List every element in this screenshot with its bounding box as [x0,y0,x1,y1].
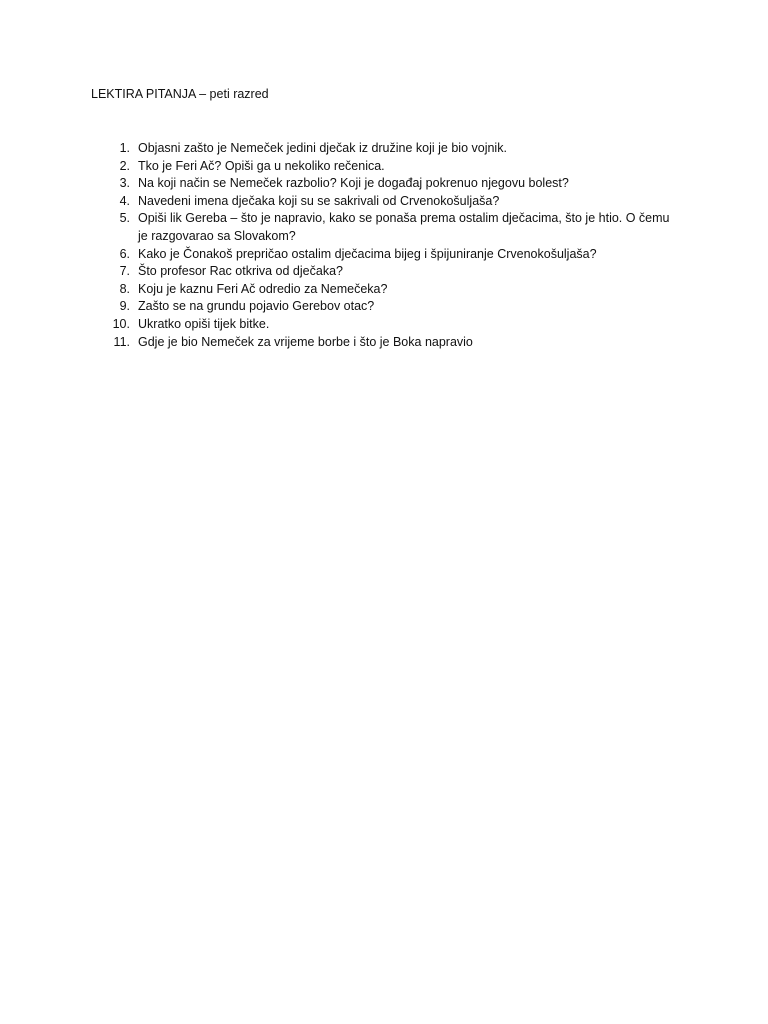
question-text: Tko je Feri Ač? Opiši ga u nekoliko rečenica. [138,158,385,173]
question-text: Navedeni imena dječaka koji su se sakrivali od Crvenokošuljaša? [138,193,500,208]
question-item [110,316,670,334]
question-number: 5. [119,211,130,226]
question-item [110,193,670,211]
question-number: 4. [119,193,130,208]
question-item [110,334,670,352]
question-item [110,298,670,316]
question-item [110,246,670,264]
question-number: 10. [112,316,130,331]
question-number: 1. [119,141,130,155]
question-number: 7. [119,264,130,279]
question-text: Na koji način se Nemeček razbolio? Koji je događaj pokrenuo njegovu bolest? [138,176,569,191]
question-item [110,158,670,176]
question-list [110,140,670,351]
question-text: Opiši lik Gereba – što je napravio, kako se ponaša prema ostalim dječacima, što je htio. O čemu je razgovarao sa Slovakom? [138,211,670,243]
question-text: Ukratko opiši tijek bitke. [138,316,270,331]
question-number: 11. [113,334,130,349]
question-number: 9. [119,299,130,314]
question-item [110,263,670,281]
question-number: 3. [119,176,130,191]
question-item [110,281,670,299]
document-title: LEKTIRA PITANJA – peti razred [91,87,269,101]
question-text: Objasni zašto je Nemeček jedini dječak iz družine koji je bio vojnik. [138,141,507,155]
question-item [110,140,670,158]
question-item [110,175,670,193]
question-text: Zašto se na grundu pojavio Gerebov otac? [138,299,375,314]
question-number: 6. [119,246,130,261]
question-number: 8. [119,281,130,296]
question-text: Gdje je bio Nemeček za vrijeme borbe i što je Boka napravio [138,334,473,349]
question-text: Koju je kaznu Feri Ač odredio za Nemečeka? [138,281,388,296]
question-text: Što profesor Rac otkriva od dječaka? [138,264,343,279]
question-text: Kako je Čonakoš prepričao ostalim dječacima bijeg i špijuniranje Crvenokošuljaša? [138,246,597,261]
question-item [110,210,670,245]
question-number: 2. [119,158,130,173]
